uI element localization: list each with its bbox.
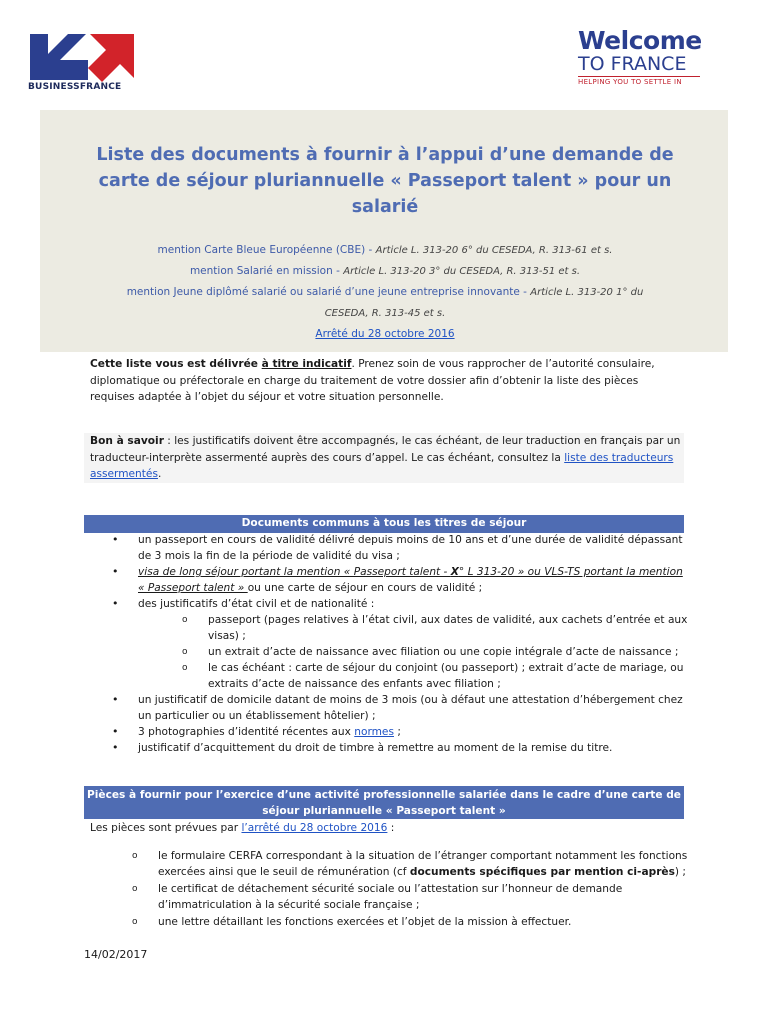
welcome-to-france-logo bbox=[578, 28, 708, 86]
list-item: o le certificat de détachement sécurité sociale ou l’attestation sur l’honneur de demande d’immatriculation à la sécurité sociale française ; bbox=[132, 881, 692, 913]
list-item: • un justificatif de domicile datant de moins de 3 mois (ou à défaut une attestation d’hébergement chez un particulier ou un établissement hôtelier) ; bbox=[112, 692, 692, 724]
traducteurs-link[interactable]: liste des traducteurs assermentés bbox=[90, 451, 674, 480]
mention-jeune-diplome: mention Jeune diplômé salarié ou salarié d’une jeune entreprise innovante - Article L. 313-20 1° du bbox=[126, 286, 644, 298]
tagline: HELPING YOU TO SETTLE IN bbox=[578, 76, 700, 86]
list-item: o le formulaire CERFA correspondant à la situation de l’étranger comportant notamment les fonctions exercées ainsi que le seuil de rémunération (cf documents spécifiques par mention ci-après) ; bbox=[132, 848, 692, 880]
list-item: • visa de long séjour portant la mention « Passeport talent - X° L 313-20 » ou VLS-TS portant la mention « Passeport talent » ou une carte de séjour en cours de validité ; bbox=[112, 564, 692, 596]
arrete-2016-link[interactable]: l’arrêté du 28 octobre 2016 bbox=[241, 822, 388, 834]
list-item: • des justificatifs d’état civil et de nationalité : o passeport (pages relatives à l’état civil, aux dates de validité, aux cachets d’entrée et aux visas) ; o un extrait d’acte de naissance avec filiation ou une copie intégrale d’acte de naissance ; o le cas échéant : carte de séjour du conjoint (ou passeport) ; extrait d’acte de mariage, ou extraits d’acte de naissance des enfants avec filiation ; bbox=[112, 596, 692, 692]
mentions-block: mention Carte Bleue Européenne (CBE) - Article L. 313-20 6° du CESEDA, R. 313-61 et s. mention Salarié en mission - Article L. 313-20 3° du CESEDA, R. 313-51 et s. mention Jeune diplômé salarié ou salarié d’une jeune entreprise innovante - Article L. 313-20 1° du CESEDA, R. 313-45 et s. Arrêté du 28 octobre 2016 bbox=[80, 240, 690, 345]
mention-salarie-mission: mention Salarié en mission - Article L. 313-20 3° du CESEDA, R. 313-51 et s. bbox=[189, 265, 581, 277]
list-item: o un extrait d’acte de naissance avec filiation ou une copie intégrale d’acte de naissance ; bbox=[182, 644, 692, 660]
to-france-text: TO FRANCE bbox=[578, 53, 687, 75]
section-header-pieces-activite: Pièces à fournir pour l’exercice d’une activité professionnelle salariée dans le cadre d’une carte de séjour pluriannuelle « Passeport talent » bbox=[84, 786, 684, 819]
bon-a-savoir-box: Bon à savoir : les justificatifs doivent être accompagnés, le cas échéant, de leur traduction en français par un traducteur-interprète assermenté auprès des cours d’appel. Le cas échéant, consultez la liste des traducteurs assermentés. bbox=[84, 433, 684, 483]
arrete-link[interactable]: Arrêté du 28 octobre 2016 bbox=[315, 328, 455, 340]
welcome-text: Welcome bbox=[578, 26, 702, 55]
document-title: Liste des documents à fournir à l’appui d’une demande de carte de séjour pluriannuelle « Passeport talent » pour un salarié bbox=[96, 145, 674, 217]
normes-link[interactable]: normes bbox=[354, 726, 394, 738]
pieces-list bbox=[132, 848, 692, 931]
list-item: o passeport (pages relatives à l’état civil, aux dates de validité, aux cachets d’entrée et aux visas) ; bbox=[182, 612, 692, 644]
etat-civil-sublist bbox=[138, 612, 692, 692]
documents-communs-list bbox=[112, 532, 692, 756]
pieces-intro: Les pièces sont prévues par l’arrêté du 28 octobre 2016 : bbox=[90, 822, 395, 834]
mention-cbe: mention Carte Bleue Européenne (CBE) - Article L. 313-20 6° du CESEDA, R. 313-61 et s. bbox=[157, 244, 613, 256]
intro-paragraph: Cette liste vous est délivrée à titre indicatif. Prenez soin de vous rapprocher de l’autorité consulaire, diplomatique ou préfectorale en charge du traitement de votre dossier afin d’obtenir la liste des pièces requises adaptée à l’objet du séjour et votre situation personnelle. bbox=[90, 358, 655, 403]
list-item: o une lettre détaillant les fonctions exercées et l’objet de la mission à effectuer. bbox=[132, 914, 692, 930]
list-item: o le cas échéant : carte de séjour du conjoint (ou passeport) ; extrait d’acte de mariage, ou extraits d’acte de naissance des enfants avec filiation ; bbox=[182, 660, 692, 692]
list-item: • 3 photographies d’identité récentes aux normes ; bbox=[112, 724, 692, 740]
businessfrance-wordmark: BUSINESSFRANCE bbox=[28, 82, 122, 92]
list-item: • un passeport en cours de validité délivré depuis moins de 10 ans et d’une durée de validité dépassant de 3 mois la fin de la période de validité du visa ; bbox=[112, 532, 692, 564]
footer-date: 14/02/2017 bbox=[84, 948, 148, 961]
section-header-documents-communs: Documents communs à tous les titres de séjour bbox=[84, 515, 684, 533]
list-item: • justificatif d’acquittement du droit de timbre à remettre au moment de la remise du titre. bbox=[112, 740, 692, 756]
